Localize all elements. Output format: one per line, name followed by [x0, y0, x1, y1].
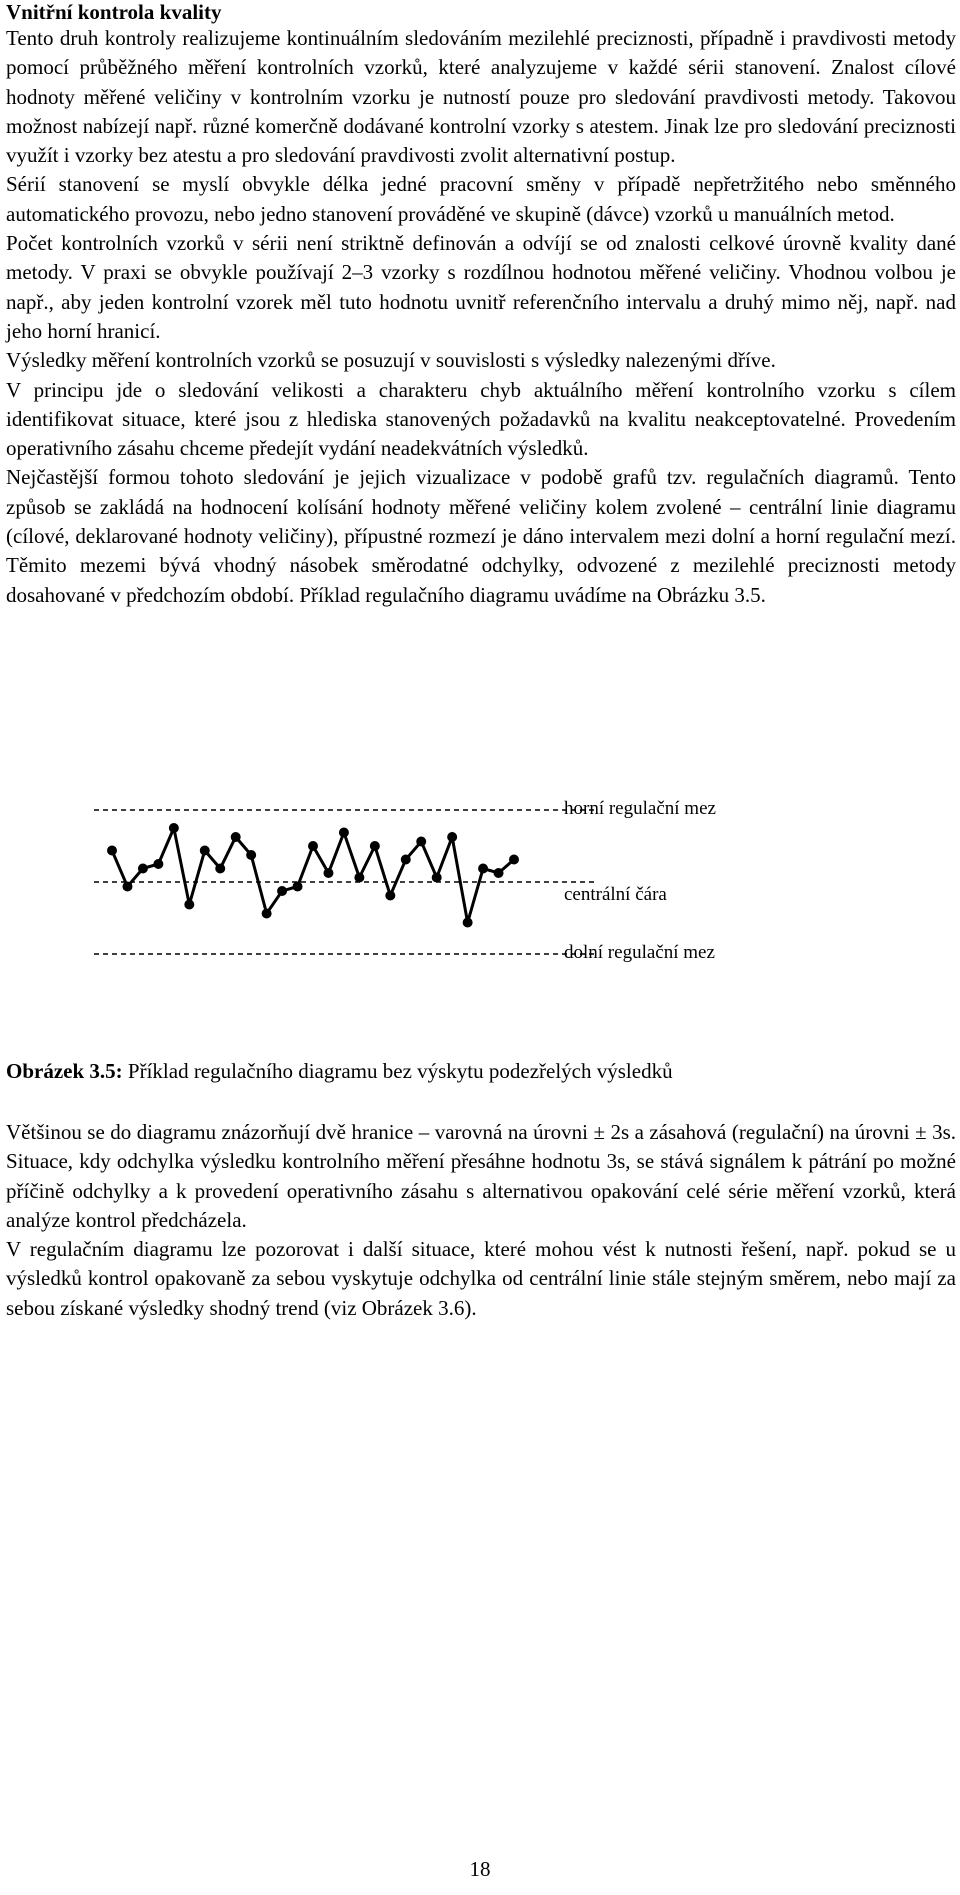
- data-point: [231, 832, 241, 842]
- data-point: [370, 841, 380, 851]
- data-point: [432, 873, 442, 883]
- paragraph: Výsledky měření kontrolních vzorků se posuzují v souvislosti s výsledky nalezenými dříve.: [6, 348, 776, 373]
- data-point: [339, 828, 349, 838]
- figure-caption-label: Obrázek 3.5:: [6, 1059, 123, 1083]
- page-text-top: [6, 0, 956, 610]
- section-title: Vnitřní kontrola kvality: [6, 0, 222, 24]
- data-point: [246, 850, 256, 860]
- figure-caption-text: Příklad regulačního diagramu bez výskytu podezřelých výsledků: [122, 1059, 673, 1083]
- data-point: [463, 918, 473, 928]
- legend-label: dolní regulační mez: [564, 942, 715, 963]
- paragraph: V regulačním diagramu lze pozorovat i další situace, které mohou vést k nutnosti řešení, např. pokud se u výsledků kontrol opakovaně za sebou vyskytuje odchylka od centrální linie stále stejným směrem, nebo mají za sebou získané výsledky shodný trend (viz Obrázek 3.6).: [6, 1237, 956, 1320]
- data-point: [277, 886, 287, 896]
- paragraph: V principu jde o sledování velikosti a charakteru chyb aktuálního měření kontrolního vzorku s cílem identifikovat situace, které jsou z hlediska stanovených požadavků na kvalitu neakceptovatelné. Provedením operativního zásahu chceme předejít vydání neadekvátních výsledků.: [6, 377, 956, 461]
- page-text-bottom: [6, 1118, 956, 1323]
- data-point: [215, 864, 225, 874]
- data-point: [509, 855, 519, 865]
- figure-caption: [6, 1057, 956, 1086]
- control-chart-figure: [94, 772, 924, 1012]
- legend-label: horní regulační mez: [564, 798, 716, 819]
- legend-label: centrální čára: [564, 884, 667, 905]
- data-point: [447, 832, 457, 842]
- data-point: [323, 868, 333, 878]
- page-number: 18: [469, 1857, 491, 1881]
- data-point: [138, 864, 148, 874]
- paragraph: Počet kontrolních vzorků v sérii není striktně definován a odvíjí se od znalosti celkové úrovně kvality dané metody. V praxi se obvykle používají 2–3 vzorky s rozdílnou hodnotou měřené veličiny. Vhodnou volbou je např., aby jeden kontrolní vzorek měl tuto hodnotu uvnitř referenčního intervalu a druhý mimo něj, např. nad jeho horní hranicí.: [6, 231, 956, 343]
- data-point: [494, 868, 504, 878]
- paragraph: Nejčastější formou tohoto sledování je jejich vizualizace v podobě grafů tzv. regulačních diagramů. Tento způsob se zakládá na hodnocení kolísání hodnoty měřené veličiny kolem zvolené – centrální linie diagramu (cílové, deklarované hodnoty veličiny), přípustné rozmezí je dáno intervalem mezi dolní a horní regulační mezí. Těmito mezemi bývá vhodný násobek směrodatné odchylky, odvozené z mezilehlé preciznosti metody dosahované v předchozím období. Příklad regulačního diagramu uvádíme na Obrázku 3.5.: [6, 465, 956, 607]
- paragraph: Většinou se do diagramu znázorňují dvě hranice – varovná na úrovni ± 2s a zásahová (regulační) na úrovni ± 3s. Situace, kdy odchylka výsledku kontrolního měření přesáhne hodnotu 3s, se stává signálem k pátrání po možné příčině odchylky a k provedení operativního zásahu s alternativou opakování celé série měření vzorků, která analýze kontrol předcházela.: [6, 1120, 956, 1232]
- data-point: [308, 841, 318, 851]
- data-point: [153, 859, 163, 869]
- data-point: [169, 823, 179, 833]
- data-point: [401, 855, 411, 865]
- data-point: [122, 882, 132, 892]
- data-point: [107, 846, 117, 856]
- paragraph: Sérií stanovení se myslí obvykle délka jedné pracovní směny v případě nepřetržitého nebo směnného automatického provozu, nebo jedno stanovení prováděné ve skupině (dávce) vzorků u manuálních metod.: [6, 172, 956, 226]
- data-point: [478, 864, 488, 874]
- data-point: [184, 900, 194, 910]
- data-point: [416, 837, 426, 847]
- control-chart: [94, 772, 924, 1012]
- data-point: [354, 873, 364, 883]
- data-point: [385, 891, 395, 901]
- paragraph: Tento druh kontroly realizujeme kontinuálním sledováním mezilehlé preciznosti, případně i pravdivosti metody pomocí průběžného měření kontrolních vzorků, které analyzujeme v každé sérii stanovení. Znalost cílové hodnoty měřené veličiny v kontrolním vzorku je nutností pouze pro sledování pravdivosti metody. Takovou možnost nabízejí např. různé komerčně dodávané kontrolní vzorky s atestem. Jinak lze pro sledování preciznosti využít i vzorky bez atestu a pro sledování pravdivosti zvolit alternativní postup.: [6, 26, 956, 168]
- data-point: [262, 909, 272, 919]
- data-point: [200, 846, 210, 856]
- data-point: [293, 882, 303, 892]
